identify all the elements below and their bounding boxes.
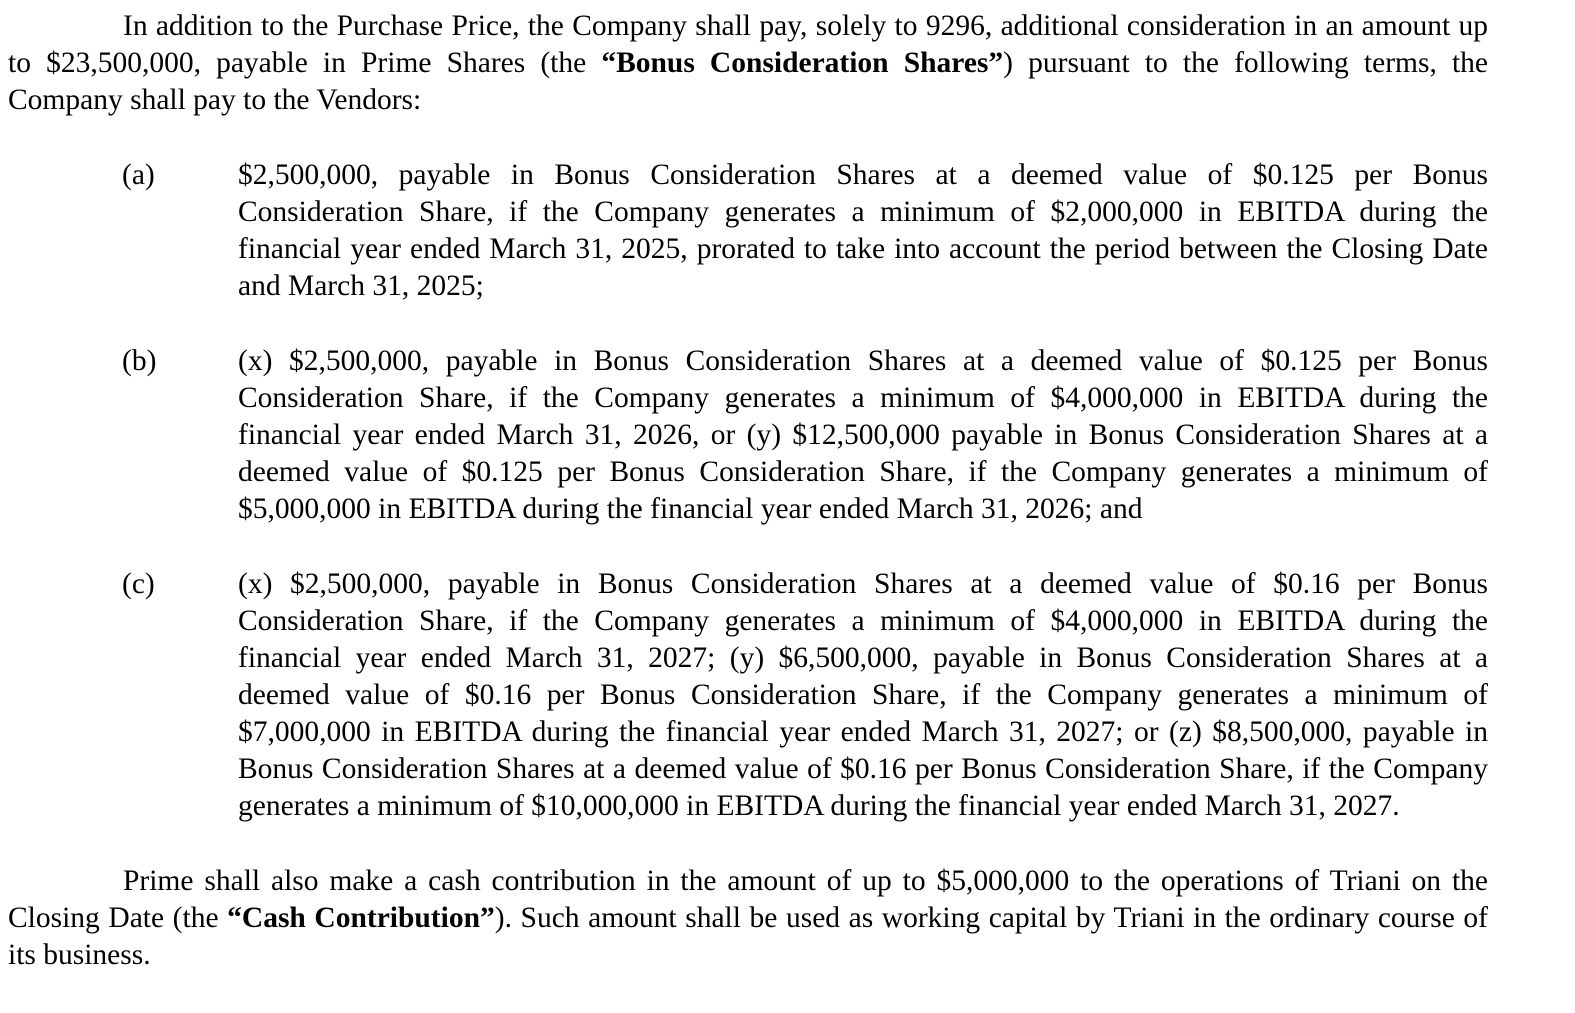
clause-a [122, 157, 1488, 305]
closing-paragraph [8, 863, 1488, 974]
clause-a-text: $2,500,000, payable in Bonus Consideration Shares at a deemed value of $0.125 per Bonus Consideration Share, if the Company generates a minimum of $2,000,000 in EBITDA during the financial year ended March 31, 2025, prorated to take into account the period between the Closing Date and March 31, 2025; [238, 159, 1488, 302]
intro-paragraph [8, 8, 1488, 119]
clause-a-label: (a) [122, 159, 155, 191]
clause-b-label: (b) [122, 345, 157, 377]
closing-text-before-term: Prime shall also make a cash contribution in the amount of up to $5,000,000 to the operations of Triani on the Closing Date (the [8, 865, 1488, 934]
clause-c [122, 566, 1488, 825]
intro-text-before-term: In addition to the Purchase Price, the Company shall pay, solely to 9296, additional consideration in an amount up to $23,500,000, payable in Prime Shares (the [8, 10, 1488, 79]
clause-c-label: (c) [122, 568, 155, 600]
defined-term-bonus-consideration-shares: “Bonus Consideration Shares” [601, 47, 1004, 79]
clause-b [122, 343, 1488, 528]
clause-b-text: (x) $2,500,000, payable in Bonus Consideration Shares at a deemed value of $0.125 per Bonus Consideration Share, if the Company generates a minimum of $4,000,000 in EBITDA during the financial year ended March 31, 2026, or (y) $12,500,000 payable in Bonus Consideration Shares at a deemed value of $0.125 per Bonus Consideration Share, if the Company generates a minimum of $5,000,000 in EBITDA during the financial year ended March 31, 2026; and [238, 345, 1488, 525]
defined-term-cash-contribution: “Cash Contribution” [227, 902, 495, 934]
clause-c-text: (x) $2,500,000, payable in Bonus Consideration Shares at a deemed value of $0.16 per Bonus Consideration Share, if the Company generates a minimum of $4,000,000 in EBITDA during the financial year ended March 31, 2027; (y) $6,500,000, payable in Bonus Consideration Shares at a deemed value of $0.16 per Bonus Consideration Share, if the Company generates a minimum of $7,000,000 in EBITDA during the financial year ended March 31, 2027; or (z) $8,500,000, payable in Bonus Consideration Shares at a deemed value of $0.16 per Bonus Consideration Share, if the Company generates a minimum of $10,000,000 in EBITDA during the financial year ended March 31, 2027. [238, 568, 1488, 822]
closing-text-after-term: ). Such amount shall be used as working capital by Triani in the ordinary course of its business. [8, 902, 1488, 971]
intro-text-after-term: ) pursuant to the following terms, the Company shall pay to the Vendors: [8, 47, 1488, 116]
